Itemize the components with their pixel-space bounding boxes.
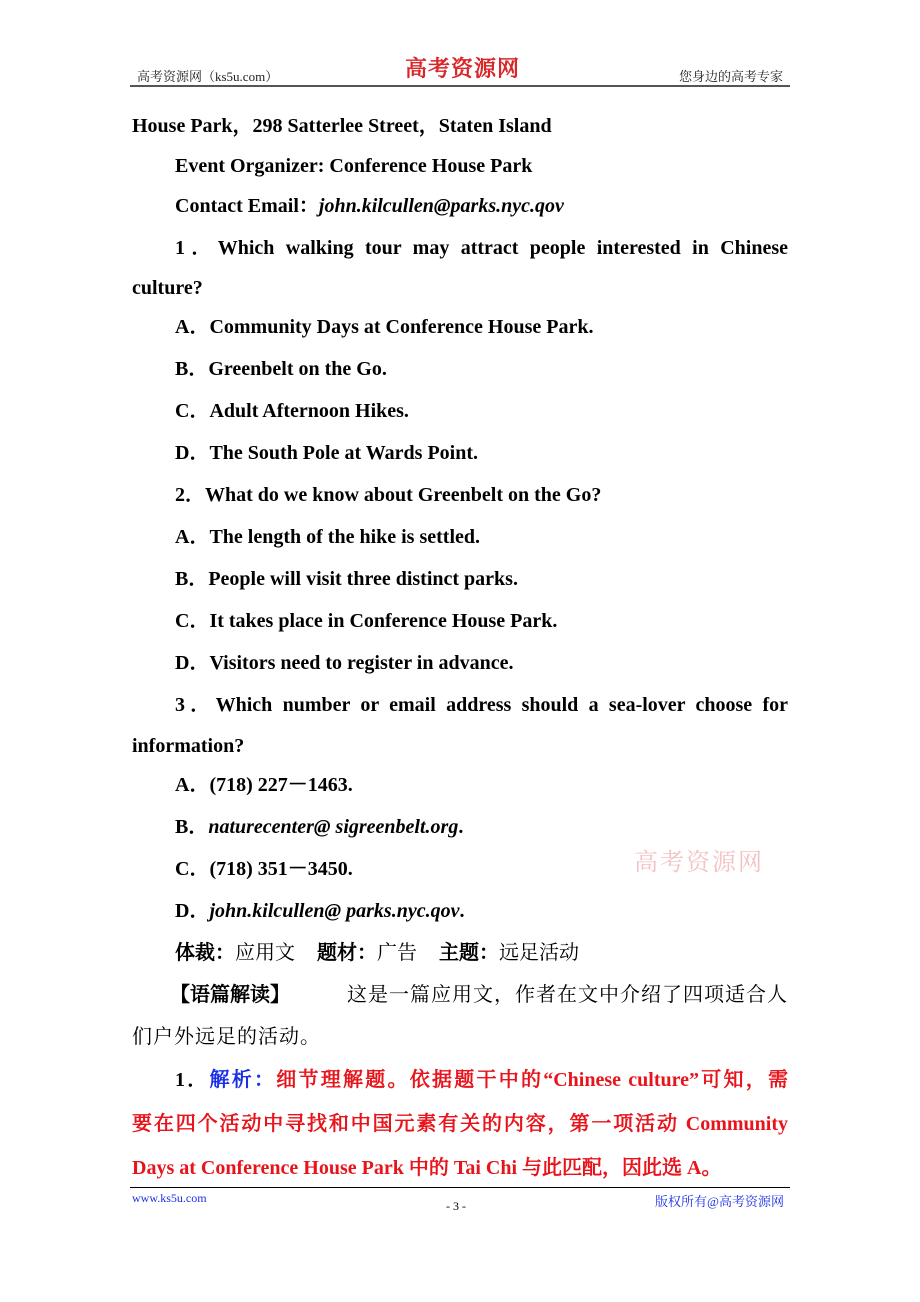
page-number: - 3 - [446, 1199, 466, 1213]
answer-label: 解析： [209, 1069, 277, 1091]
reading-text: 这是一篇应用文，作者在文中介绍了四项适合人 [347, 984, 788, 1006]
answer-number: 1． [175, 1069, 210, 1091]
theme-label: 主题： [439, 942, 499, 964]
reading-text-cont: 们户外远足的活动。 [132, 1026, 321, 1048]
reading-label: 【语篇解读】 [170, 984, 290, 1006]
option-email: john.kilcullen@ parks.nyc.qov [209, 900, 460, 922]
q2-option-c: C．It takes place in Conference House Park. [175, 610, 558, 632]
answer-1-cont: 要在四个活动中寻找和中国元素有关的内容，第一项活动 Community [132, 1113, 788, 1135]
question-3: 3．Which number or email address should a sea-lover choose for [175, 694, 788, 716]
genre-label: 体裁： [175, 942, 235, 964]
contact-label: Contact Email： [175, 195, 319, 217]
contact-email: john.kilcullen@parks.nyc.qov [318, 195, 564, 217]
option-email: naturecenter@ sigreenbelt.org [208, 816, 459, 838]
passage-meta [175, 938, 579, 968]
footer-copyright: 版权所有@高考资源网 [655, 1194, 784, 1209]
q2-option-d: D．Visitors need to register in advance. [175, 652, 514, 674]
material-label: 题材： [317, 942, 377, 964]
site-logo: 高考资源网 [405, 56, 521, 81]
q2-option-a: A．The length of the hike is settled. [175, 526, 480, 548]
q3-option-d: D．john.kilcullen@ parks.nyc.qov. [175, 900, 465, 922]
footer-link[interactable]: www.ks5u.com [132, 1191, 207, 1205]
question-1-cont: culture? [132, 277, 203, 299]
answer-1-cont2: Days at Conference House Park 中的 Tai Chi 与此匹配，因此选 A。 [132, 1157, 722, 1179]
question-1: 1．Which walking tour may attract people interested in Chinese [175, 237, 788, 259]
question-2: 2．What do we know about Greenbelt on the Go? [175, 484, 602, 506]
q1-option-a: A．Community Days at Conference House Park. [175, 316, 594, 338]
footer-divider [130, 1187, 790, 1188]
q3-option-a: A．(718) 227－1463. [175, 774, 353, 796]
q3-option-c: C．(718) 351－3450. [175, 858, 353, 880]
q2-option-b: B．People will visit three distinct parks. [175, 568, 518, 590]
header-divider [130, 85, 790, 87]
q3-option-b: B．naturecenter@ sigreenbelt.org. [175, 816, 464, 838]
header-slogan: 您身边的高考专家 [678, 69, 783, 84]
q1-option-d: D．The South Pole at Wards Point. [175, 442, 478, 464]
q1-option-c: C．Adult Afternoon Hikes. [175, 400, 409, 422]
material-value: 广告 [377, 942, 417, 964]
q1-option-b: B．Greenbelt on the Go. [175, 358, 387, 380]
answer-text: 细节理解题。依据题干中的“Chinese culture”可知，需 [276, 1069, 789, 1091]
passage-reading [170, 980, 788, 1010]
option-letter: B． [175, 816, 209, 838]
answer-1 [175, 1065, 788, 1095]
option-letter: D． [175, 900, 210, 922]
contact-line [175, 191, 564, 221]
address-line: House Park，298 Satterlee Street，Staten Island [132, 115, 552, 137]
theme-value: 远足活动 [499, 942, 579, 964]
header-site-name: 高考资源网（ks5u.com） [137, 69, 279, 84]
organizer-line: Event Organizer: Conference House Park [175, 155, 533, 177]
question-3-cont: information? [132, 735, 245, 757]
genre-value: 应用文 [235, 942, 295, 964]
watermark: 高考资源网 [634, 850, 764, 876]
